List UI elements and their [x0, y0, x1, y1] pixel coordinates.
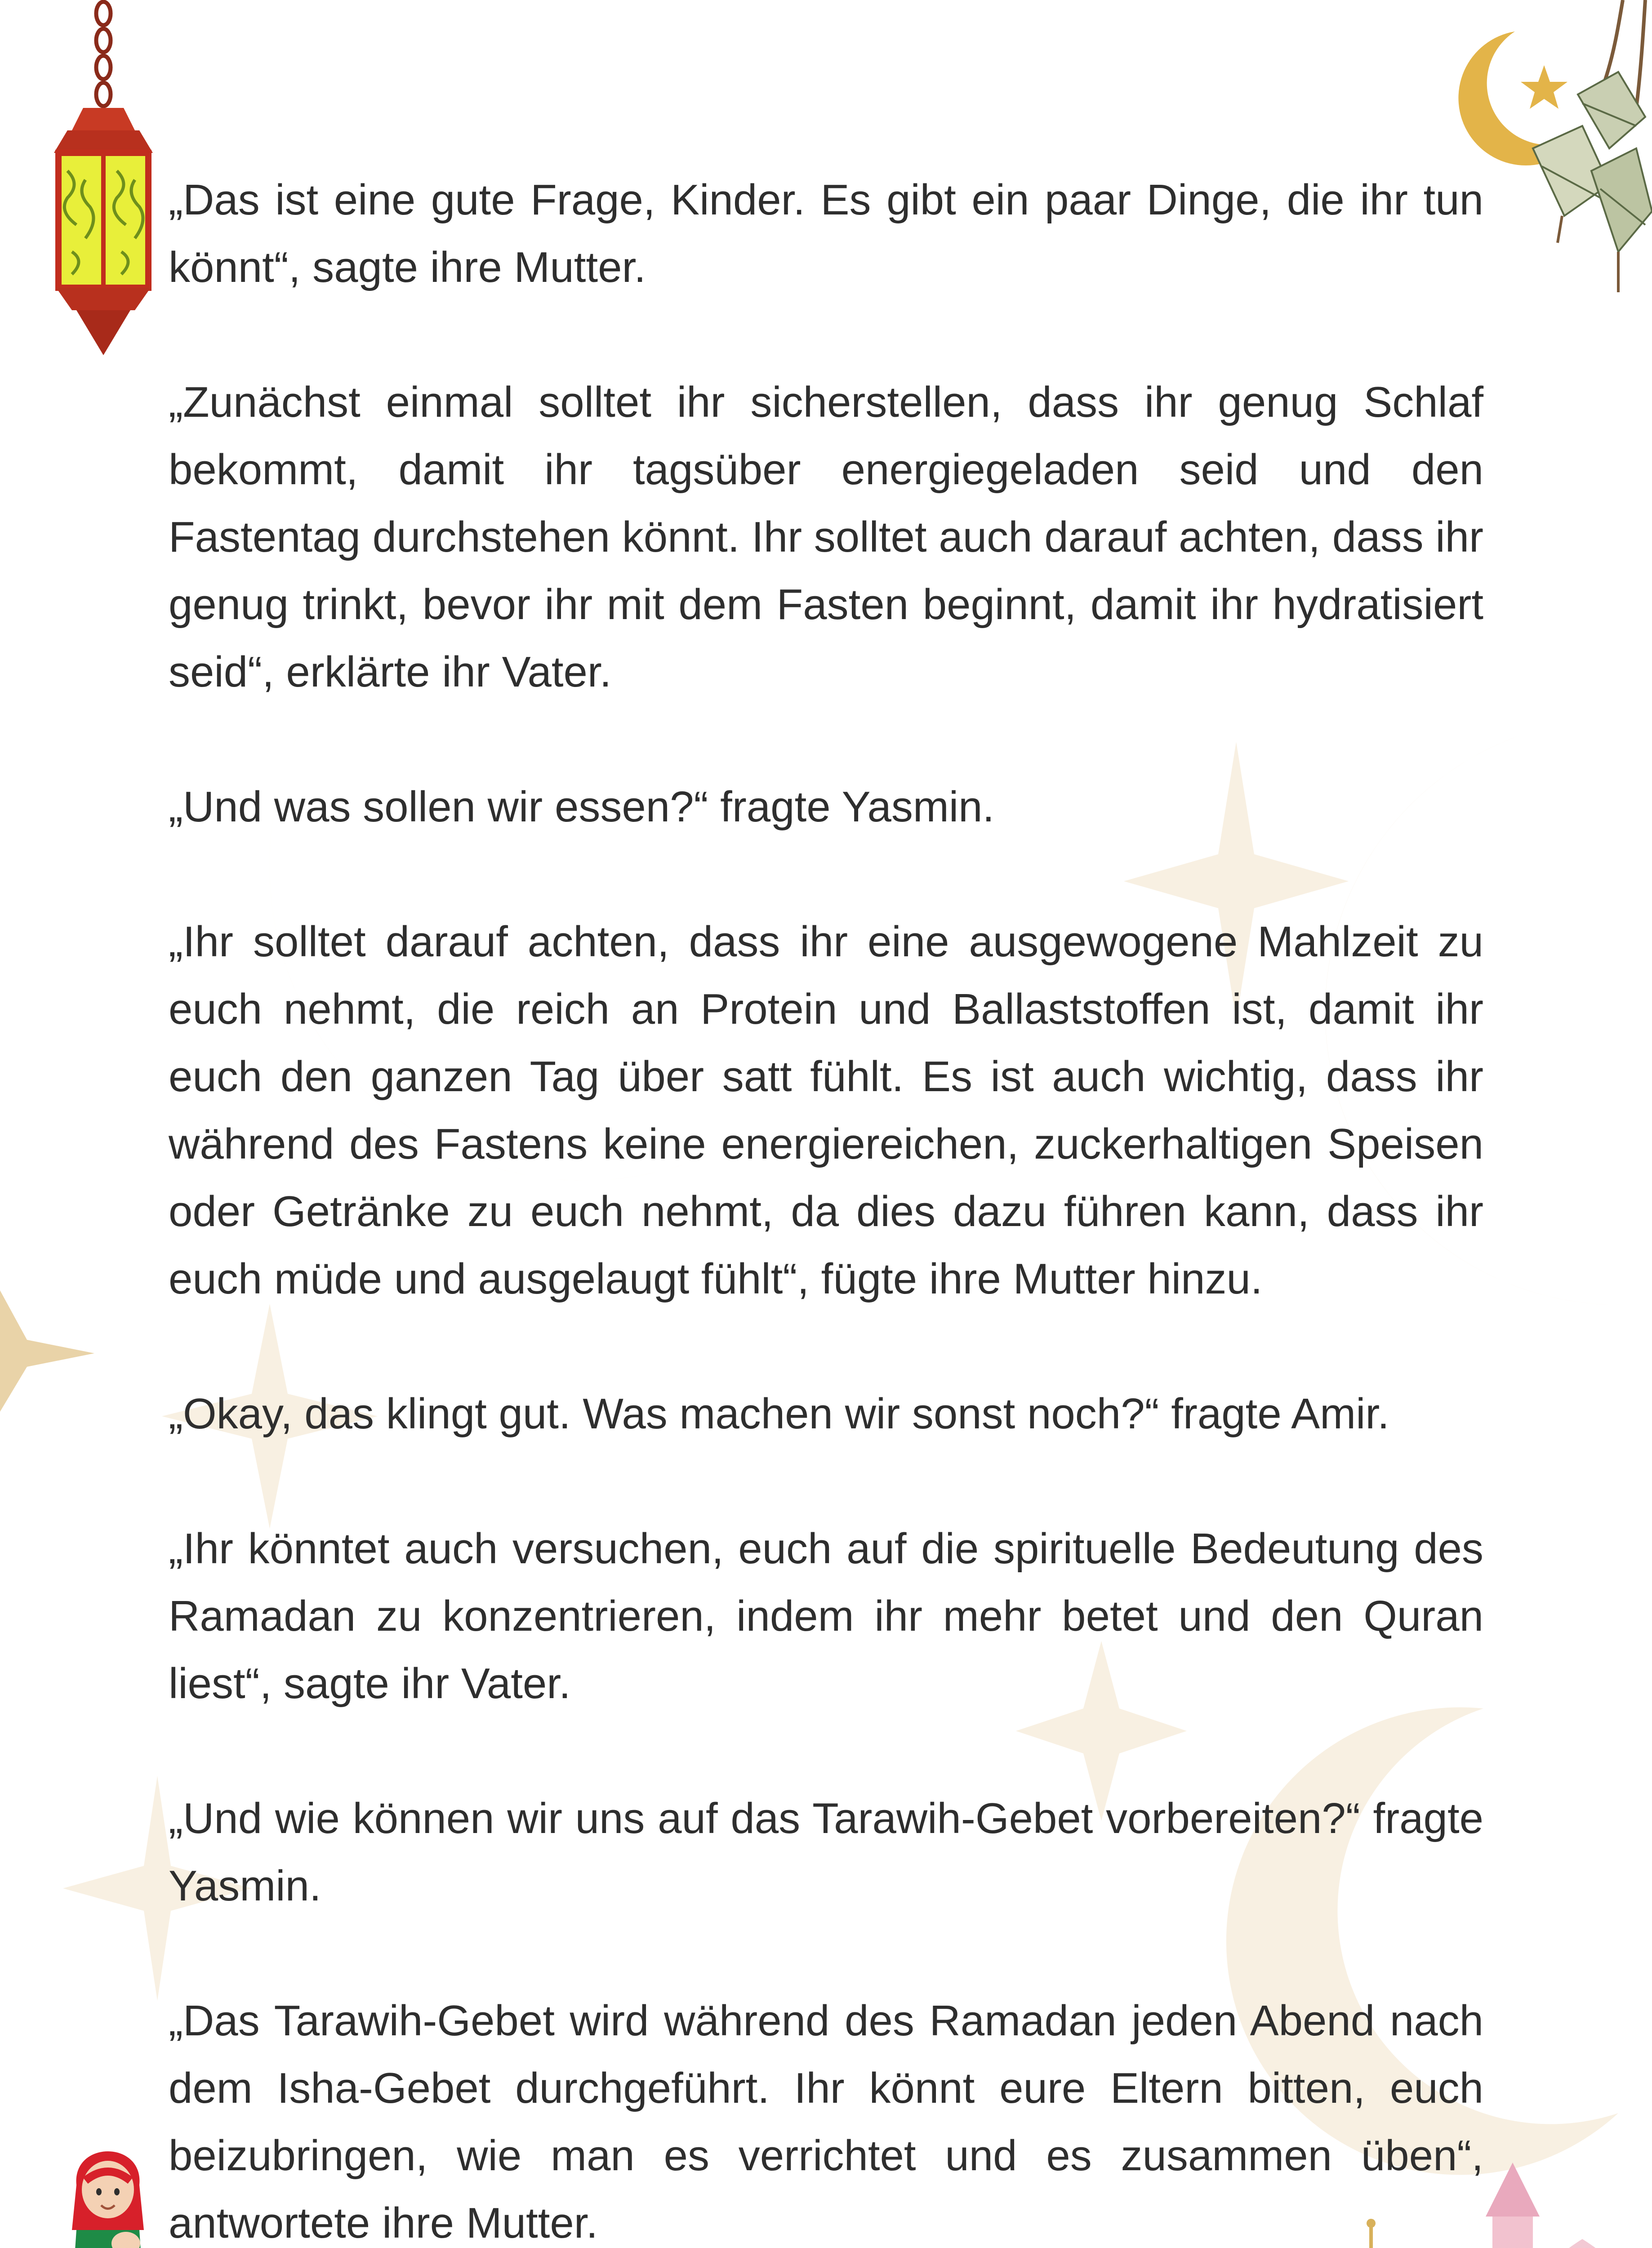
mosque-icon — [1268, 2149, 1652, 2248]
ketupat-icon — [1515, 0, 1652, 315]
paragraph: „Und wie können wir uns auf das Tarawih-Gebet vorbereiten?“ fragte Yasmin. — [169, 1794, 1483, 1910]
corner-star-icon — [0, 1290, 94, 1412]
paragraph: „Das ist eine gute Frage, Kinder. Es gibt ein paar Dinge, die ihr tun könnt“, sagte ihre Mutter. — [169, 176, 1483, 291]
paragraph: „Zunächst einmal solltet ihr sicherstellen, dass ihr genug Schlaf bekommt, damit ihr tagsüber energiegeladen seid und den Fastentag durchstehen könnt. Ihr solltet auch darauf achten, dass ihr genug trinkt, bevor ihr mit dem Fasten beginnt, damit ihr hydratisiert seid“, erklärte ihr Vater. — [169, 378, 1483, 696]
story-text — [169, 166, 1483, 2248]
paragraph: „Das Tarawih-Gebet wird während des Ramadan jeden Abend nach dem Isha-Gebet durchgeführt. Ihr könnt eure Eltern bitten, euch beizubringen, wie man es verrichtet und es zusammen üben“, antwortete ihre Mutter. — [169, 1997, 1483, 2247]
lantern-icon — [31, 0, 166, 360]
praying-girl-icon — [49, 2131, 166, 2248]
paragraph: „Ihr solltet darauf achten, dass ihr eine ausgewogene Mahlzeit zu euch nehmt, die reich an Protein und Ballaststoffen ist, damit ihr euch den ganzen Tag über satt fühlt. Es ist auch wichtig, dass ihr während des Fastens keine energiereichen, zuckerhaltigen Speisen oder Getränke zu euch nehmt, da dies dazu führen kann, dass ihr euch müde und ausgelaugt fühlt“, fügte ihre Mutter hinzu. — [169, 918, 1483, 1303]
paragraph: „Okay, das klingt gut. Was machen wir sonst noch?“ fragte Amir. — [169, 1390, 1389, 1438]
paragraph: „Und was sollen wir essen?“ fragte Yasmin. — [169, 783, 995, 831]
paragraph: „Ihr könntet auch versuchen, euch auf die spirituelle Bedeutung des Ramadan zu konzentrieren, indem ihr mehr betet und den Quran liest“, sagte ihr Vater. — [169, 1525, 1483, 1708]
